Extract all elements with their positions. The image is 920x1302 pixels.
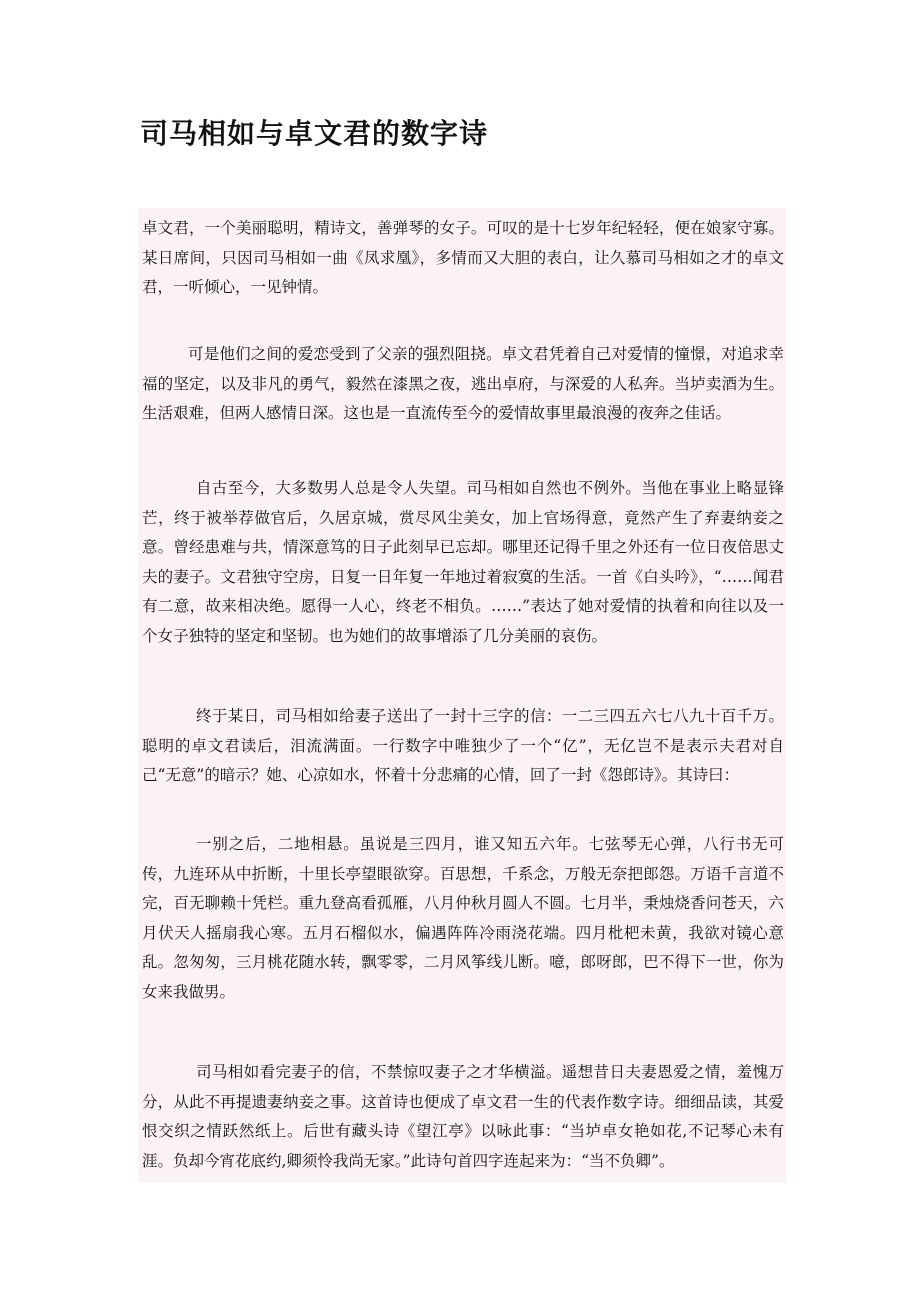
paragraph-6: 司马相如看完妻子的信，不禁惊叹妻子之才华横溢。遥想昔日夫妻恩爱之情，羞愧万分，从此不再提遗妻纳妾之事。这首诗也便成了卓文君一生的代表作数字诗。细细品读，其爱恨交织之情跃然纸上。后世有藏头诗《望江亭》以咏此事：“当垆卓女艳如花,不记琴心未有涯。负却今宵花底约,卿须怜我尚无家。”此诗句首四字连起来为：“当不负卿”。 [142, 1063, 784, 1170]
paragraph-2: 可是他们之间的爱恋受到了父亲的强烈阻挠。卓文君凭着自己对爱情的憧憬，对追求幸福的坚定，以及非凡的勇气，毅然在漆黑之夜，逃出卓府，与深爱的人私奔。当垆卖酒为生。生活艰难，但两人感情日深。这也是一直流传至今的爱情故事里最浪漫的夜奔之佳话。 [142, 345, 784, 422]
paragraph-3: 自古至今，大多数男人总是令人失望。司马相如自然也不例外。当他在事业上略显锋芒，终于被举荐做官后，久居京城，赏尽风尘美女，加上官场得意，竟然产生了弃妻纳妾之意。曾经患难与共，情深意笃的日子此刻早已忘却。哪里还记得千里之外还有一位日夜倍思丈夫的妻子。文君独守空房，日复一日年复一年地过着寂寞的生活。一首《白头吟》，“……闻君有二意，故来相决绝。愿得一人心，终老不相负。……”表达了她对爱情的执着和向往以及一个女子独特的坚定和坚韧。也为她们的故事增添了几分美丽的哀伤。 [142, 479, 784, 645]
poem-paragraph: 一别之后，二地相悬。虽说是三四月，谁又知五六年。七弦琴无心弹，八行书无可传，九连环从中折断，十里长亭望眼欲穿。百思想，千系念，万般无奈把郎怨。万语千言道不完，百无聊赖十凭栏。重九登高看孤雁，八月仲秋月圆人不圆。七月半，秉烛烧香问苍天，六月伏天人摇扇我心寒。五月石榴似水，偏遇阵阵冷雨浇花端。四月枇杷未黄，我欲对镜心意乱。忽匆匆，三月桃花随水转，飘零零，二月风筝线儿断。噫，郎呀郎，巴不得下一世，你为女来我做男。 [142, 835, 784, 1001]
paragraph-1: 卓文君，一个美丽聪明，精诗文，善弹琴的女子。可叹的是十七岁年纪轻轻，便在娘家守寡。某日席间，只因司马相如一曲《凤求凰》，多情而又大胆的表白，让久慕司马相如之才的卓文君，一听倾心，一见钟情。 [142, 219, 784, 296]
document-title: 司马相如与卓文君的数字诗 [140, 117, 489, 150]
paragraph-4: 终于某日，司马相如给妻子送出了一封十三字的信：一二三四五六七八九十百千万。聪明的卓文君读后，泪流满面。一行数字中唯独少了一个“亿”，无亿岂不是表示夫君对自己“无意”的暗示？她、心凉如水，怀着十分悲痛的心情，回了一封《怨郎诗》。其诗曰： [142, 707, 784, 784]
article-body [138, 208, 786, 1183]
